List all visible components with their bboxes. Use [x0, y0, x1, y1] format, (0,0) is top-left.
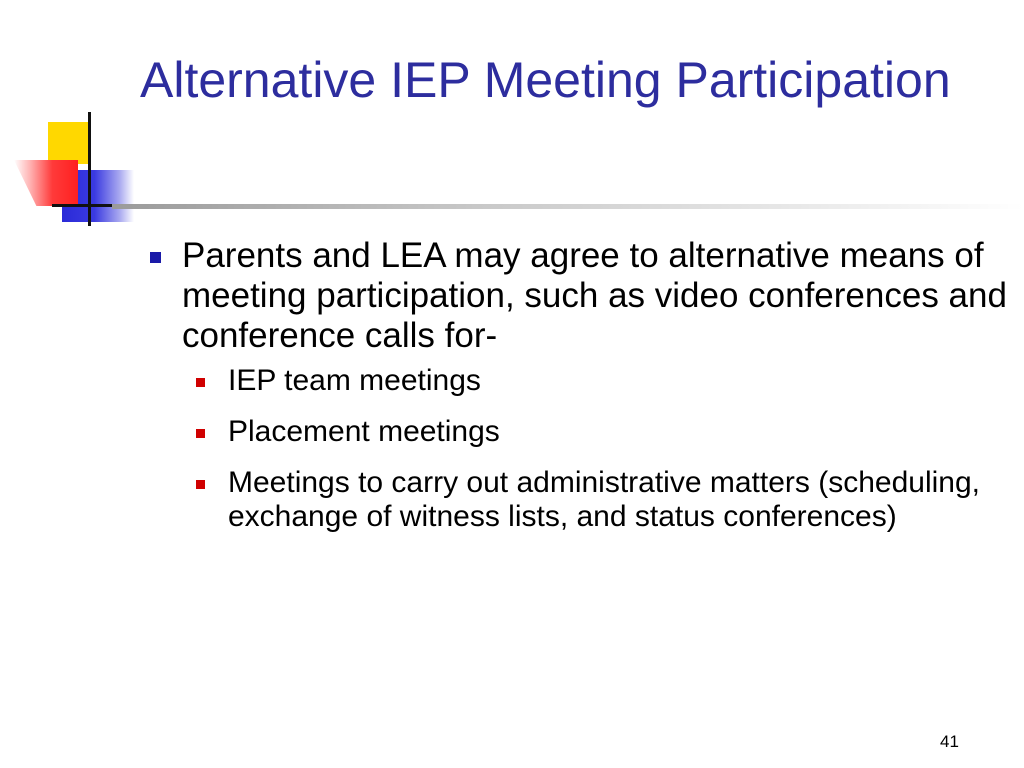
sub-bullet — [196, 415, 1010, 449]
sub-bullet — [196, 364, 1010, 398]
red-square — [14, 160, 78, 206]
slide-body — [150, 236, 1010, 551]
square-bullet-icon — [196, 429, 205, 438]
main-bullet-text: Parents and LEA may agree to alternative means of meeting participation, such as video conferences and conference calls for- — [182, 236, 1007, 355]
sub-bullet — [196, 466, 1010, 534]
sub-bullet-list — [150, 364, 1010, 534]
sub-bullet-text: IEP team meetings — [228, 364, 481, 397]
page-number: 41 — [940, 732, 959, 751]
sub-bullet-text: Meetings to carry out administrative matters (scheduling, exchange of witness lists, and status conferences) — [228, 466, 980, 533]
title-underline — [112, 204, 1024, 209]
square-bullet-icon — [150, 252, 161, 263]
square-bullet-icon — [196, 480, 205, 489]
slide-title: Alternative IEP Meeting Participation — [140, 52, 951, 108]
vertical-line — [88, 112, 91, 226]
horizontal-line — [52, 204, 112, 207]
yellow-square — [48, 122, 88, 164]
square-bullet-icon — [196, 378, 205, 387]
sub-bullet-text: Placement meetings — [228, 415, 500, 448]
main-bullet — [150, 236, 1010, 356]
